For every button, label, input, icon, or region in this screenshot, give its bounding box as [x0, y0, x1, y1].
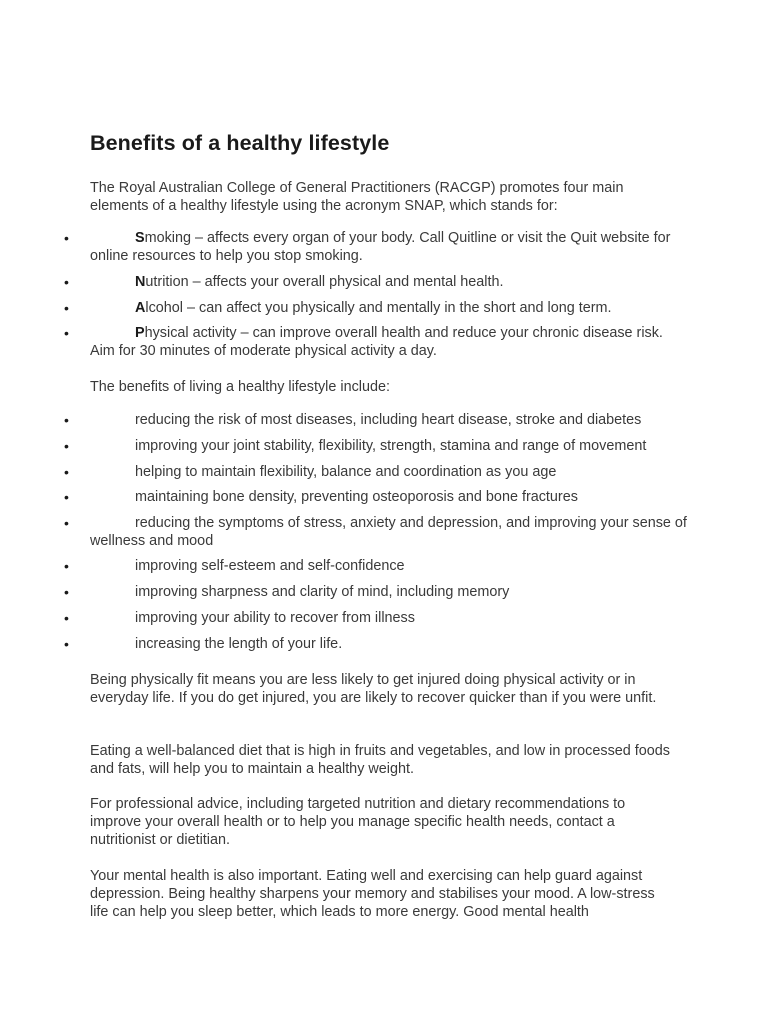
bullet-icon: •: [64, 584, 69, 600]
benefit-item: [64, 514, 690, 550]
benefit-text: improving sharpness and clarity of mind, including memory: [135, 584, 510, 600]
bullet-icon: •: [64, 489, 69, 505]
snap-text: moking – affects every organ of your body. Call Quitline or visit the Quit website for online resources to help you stop smoking.: [90, 230, 671, 264]
page-title: Benefits of a healthy lifestyle: [90, 131, 390, 155]
snap-item-nutrition: [64, 273, 690, 291]
body-paragraph: Being physically fit means you are less likely to get injured doing physical activity or in everyday life. If you do get injured, you are likely to recover quicker than if you were unfit.: [90, 672, 657, 706]
benefit-item: [64, 583, 690, 601]
snap-text: utrition – affects your overall physical and mental health.: [145, 274, 504, 290]
snap-initial: A: [135, 300, 146, 316]
benefit-text: reducing the symptoms of stress, anxiety and depression, and improving your sense of wellness and mood: [90, 515, 687, 549]
bullet-icon: •: [64, 274, 69, 290]
benefit-item: [64, 488, 690, 506]
intro-paragraph: The Royal Australian College of General Practitioners (RACGP) promotes four main elements of a healthy lifestyle using the acronym SNAP, which stands for:: [90, 180, 624, 214]
bullet-icon: •: [64, 610, 69, 626]
bullet-icon: •: [64, 325, 69, 341]
body-paragraph: Eating a well-balanced diet that is high in fruits and vegetables, and low in processed foods and fats, will help you to maintain a healthy weight.: [90, 743, 670, 777]
bullet-icon: •: [64, 412, 69, 428]
bullet-icon: •: [64, 230, 69, 246]
bullet-icon: •: [64, 636, 69, 652]
benefit-text: improving your joint stability, flexibility, strength, stamina and range of movement: [135, 438, 647, 454]
snap-initial: N: [135, 274, 146, 290]
snap-item-smoking: [64, 229, 690, 265]
bullet-icon: •: [64, 515, 69, 531]
snap-initial: P: [135, 325, 145, 341]
bullet-icon: •: [64, 558, 69, 574]
benefit-item: [64, 609, 690, 627]
benefit-text: improving self-esteem and self-confidence: [135, 558, 405, 574]
benefit-text: helping to maintain flexibility, balance and coordination as you age: [135, 464, 557, 480]
benefit-item: [64, 463, 690, 481]
snap-text: lcohol – can affect you physically and mentally in the short and long term.: [145, 300, 612, 316]
benefit-text: improving your ability to recover from illness: [135, 610, 415, 626]
bullet-icon: •: [64, 464, 69, 480]
benefit-text: reducing the risk of most diseases, including heart disease, stroke and diabetes: [135, 412, 642, 428]
benefit-text: increasing the length of your life.: [135, 636, 343, 652]
snap-item-alcohol: [64, 299, 690, 317]
snap-item-physical-activity: [64, 324, 690, 360]
bullet-icon: •: [64, 438, 69, 454]
benefit-item: [64, 557, 690, 575]
snap-initial: S: [135, 230, 145, 246]
benefit-item: [64, 411, 690, 429]
snap-text: hysical activity – can improve overall health and reduce your chronic disease risk. Aim for 30 minutes of moderate physical activity a day.: [90, 325, 663, 359]
benefit-item: [64, 437, 690, 455]
body-paragraph: Your mental health is also important. Eating well and exercising can help guard against depression. Being healthy sharpens your memory and stabilises your mood. A low-stress life can help you sleep better, which leads to more energy. Good mental health: [90, 868, 655, 920]
benefit-item: [64, 635, 690, 653]
body-paragraph: For professional advice, including targeted nutrition and dietary recommendations to improve your overall health or to help you manage specific health needs, contact a nutritionist or dietitian.: [90, 796, 626, 848]
benefit-text: maintaining bone density, preventing osteoporosis and bone fractures: [135, 489, 578, 505]
bullet-icon: •: [64, 300, 69, 316]
benefits-intro: The benefits of living a healthy lifestyle include:: [90, 379, 390, 395]
